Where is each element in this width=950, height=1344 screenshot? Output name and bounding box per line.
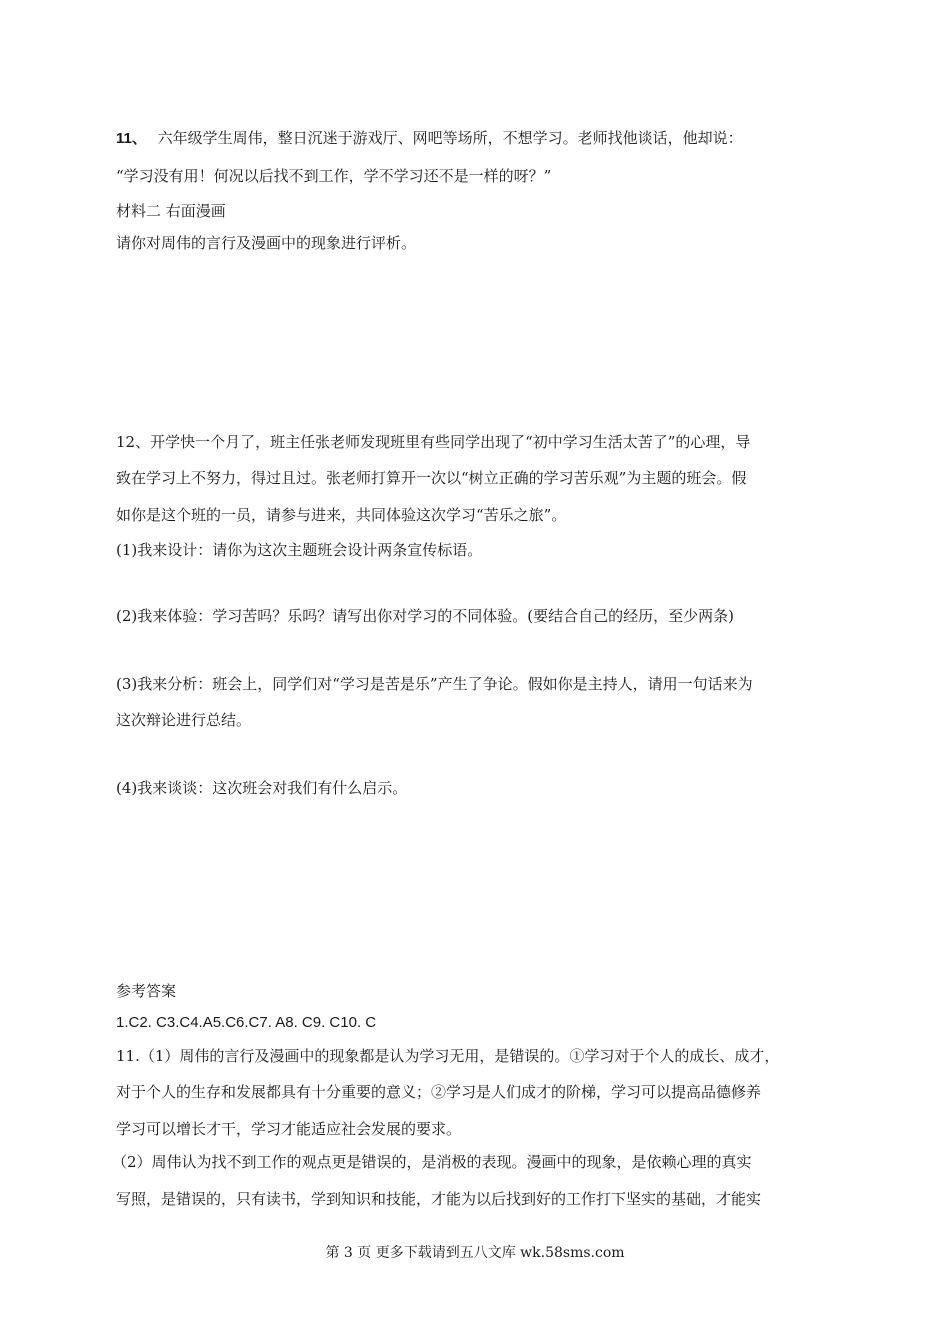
answer-11-line-3: 学习可以增长才干，学习才能适应社会发展的要求。 — [116, 1120, 462, 1138]
q12-part-4: (4)我来谈谈：这次班会对我们有什么启示。 — [116, 779, 408, 797]
q11-text: 六年级学生周伟，整日沉迷于游戏厅、网吧等场所，不想学习。老师找他谈话，他却说： — [157, 129, 743, 147]
answer-11-line-2: 对于个人的生存和发展都具有十分重要的意义；②学习是人们成才的阶梯，学习可以提高品德修养 — [116, 1083, 762, 1101]
q12-part-3-line-2: 这次辩论进行总结。 — [116, 711, 252, 729]
q12-line-1: 12、开学快一个月了，班主任张老师发现班里有些同学出现了“初中学习生活太苦了”的心理，导 — [116, 433, 751, 451]
q11-line-1 — [116, 128, 743, 149]
q12-part-3-line-1: (3)我来分析：班会上，同学们对“学习是苦是乐”产生了争论。假如你是主持人，请用一句话来为 — [116, 675, 753, 693]
q11-number: 11、 — [116, 130, 147, 147]
q12-part-1: (1)我来设计：请你为这次主题班会设计两条宣传标语。 — [116, 541, 483, 559]
answers-choices: 1.C2. C3.C4.A5.C6.C7. A8. C9. C10. C — [116, 1014, 377, 1031]
answer-11-line-5: 写照，是错误的，只有读书，学到知识和技能，才能为以后找到好的工作打下坚实的基础，才能实 — [116, 1190, 762, 1208]
answers-heading: 参考答案 — [116, 982, 177, 1000]
q11-line-4: 请你对周伟的言行及漫画中的现象进行评析。 — [116, 234, 417, 252]
q11-line-3: 材料二 右面漫画 — [116, 202, 226, 220]
q11-line-2: “学习没有用！何况以后找不到工作，学不学习还不是一样的呀？” — [116, 167, 552, 185]
answer-11-line-1: 11.（1）周伟的言行及漫画中的现象都是认为学习无用，是错误的。①学习对于个人的成长、成才， — [116, 1047, 780, 1065]
page-footer: 第 3 页 更多下载请到五八文库 wk.58sms.com — [325, 1245, 625, 1261]
q12-part-2: (2)我来体验：学习苦吗？乐吗？请写出你对学习的不同体验。(要结合自己的经历，至少两条) — [116, 607, 734, 625]
answer-11-line-4: （2）周伟认为找不到工作的观点更是错误的，是消极的表现。漫画中的现象，是依赖心理的真实 — [112, 1153, 752, 1171]
q12-line-3: 如你是这个班的一员，请参与进来，共同体验这次学习“苦乐之旅”。 — [116, 506, 567, 524]
q12-line-2: 致在学习上不努力，得过且过。张老师打算开一次以“树立正确的学习苦乐观”为主题的班会。假 — [116, 469, 747, 487]
